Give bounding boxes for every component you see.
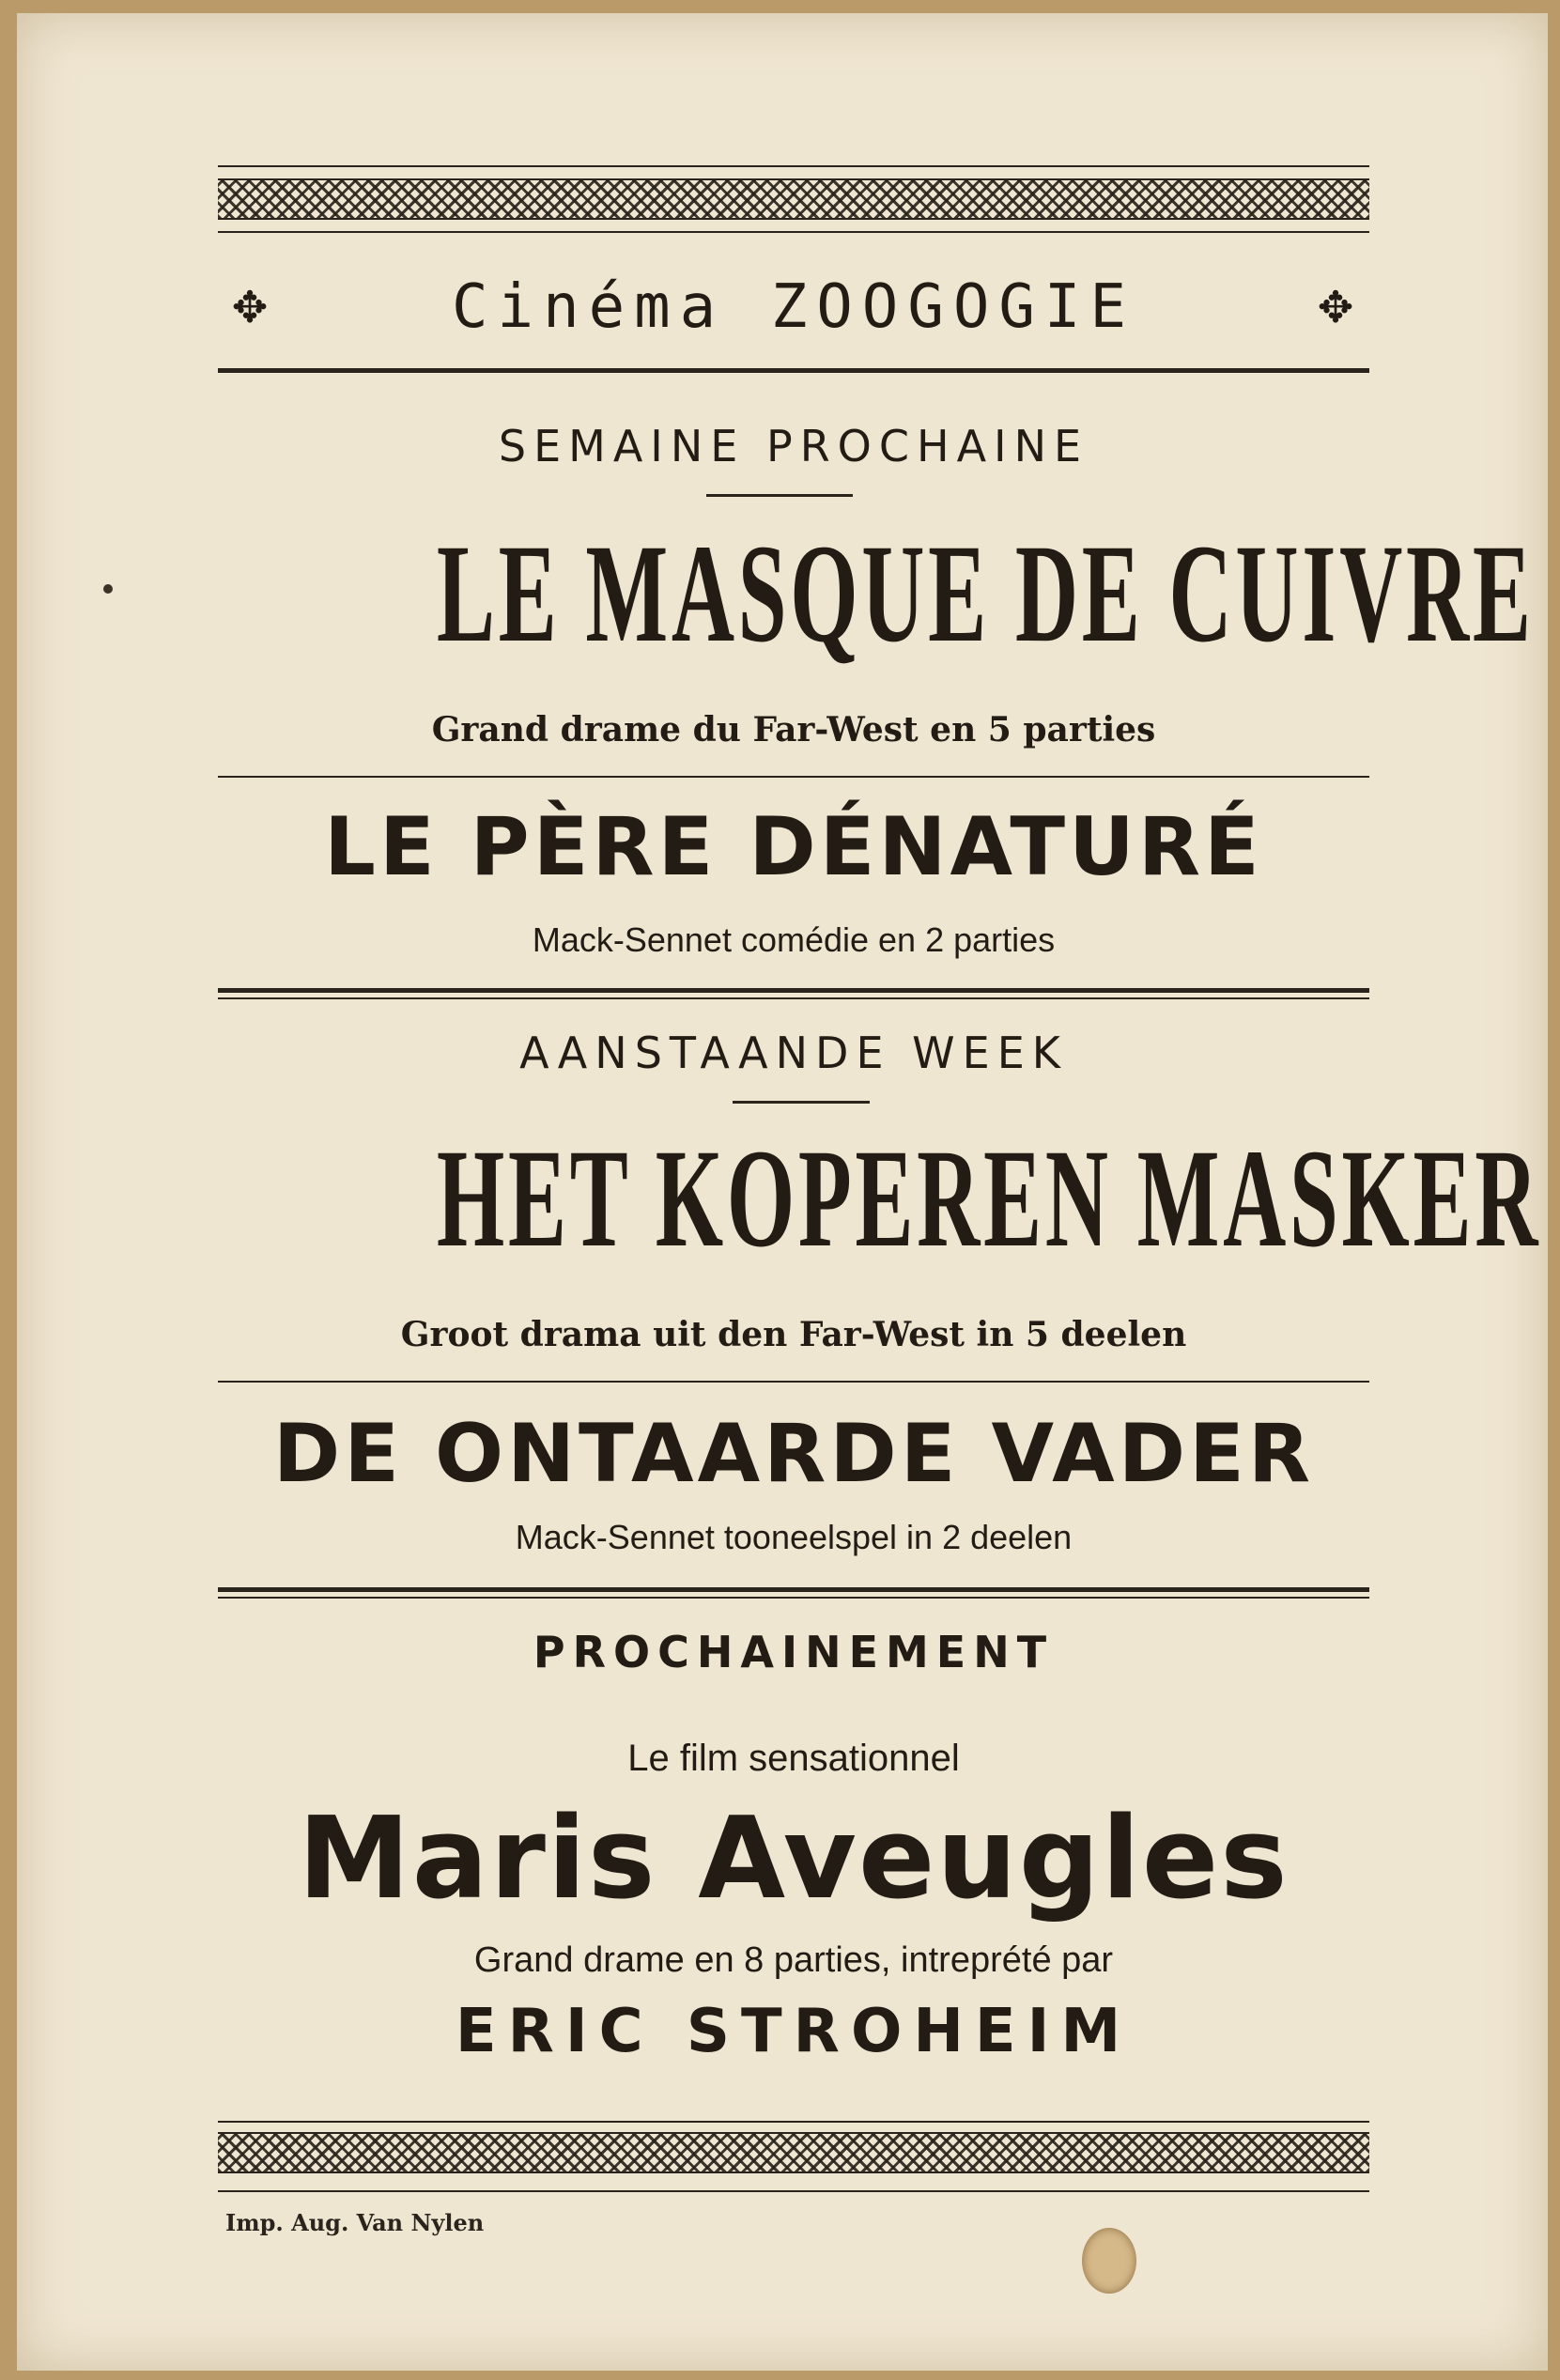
bottom-rule-lower bbox=[218, 2190, 1369, 2192]
feature-title-nl: HET KOPEREN MASKER bbox=[436, 1120, 1542, 1276]
heading-underline-nl bbox=[733, 1101, 870, 1104]
ink-dot bbox=[103, 584, 113, 594]
divider-fr bbox=[218, 776, 1369, 778]
heading-underline bbox=[706, 494, 853, 497]
section-heading-nl: AANSTAANDE WEEK bbox=[519, 1028, 1068, 1078]
upcoming-heading: PROCHAINEMENT bbox=[533, 1627, 1055, 1677]
section-rule-2 bbox=[218, 1587, 1369, 1592]
right-ornament-icon: ✥ bbox=[1317, 282, 1354, 332]
short-subtitle-fr: Mack-Sennet comédie en 2 parties bbox=[532, 920, 1056, 959]
top-rule-lower bbox=[218, 231, 1369, 233]
short-subtitle-nl: Mack-Sennet tooneelspel in 2 deelen bbox=[515, 1518, 1073, 1556]
upcoming-star: ERIC STROHEIM bbox=[455, 1997, 1133, 2066]
section-heading-fr: SEMAINE PROCHAINE bbox=[498, 421, 1089, 471]
section-rule-2b bbox=[218, 1597, 1369, 1599]
section-rule-1b bbox=[218, 997, 1369, 999]
upcoming-title: Maris Aveugles bbox=[298, 1794, 1290, 1924]
punch-hole bbox=[1082, 2228, 1136, 2294]
top-rule bbox=[218, 165, 1369, 167]
bottom-rule bbox=[218, 2121, 1369, 2123]
feature-subtitle-fr: Grand drame du Far-West en 5 parties bbox=[431, 710, 1156, 750]
header-rule bbox=[218, 368, 1369, 373]
bottom-ornamental-border bbox=[218, 2132, 1369, 2173]
cinema-name: Cinéma ZOOGOGIE bbox=[452, 272, 1135, 342]
left-ornament-icon: ✥ bbox=[231, 282, 269, 332]
feature-title-fr: LE MASQUE DE CUIVRE bbox=[436, 516, 1535, 672]
section-rule-1 bbox=[218, 988, 1369, 993]
upcoming-subtitle: Grand drame en 8 parties, intreprété par bbox=[473, 1940, 1114, 1980]
printer-imprint: Imp. Aug. Van Nylen bbox=[225, 2209, 485, 2236]
divider-nl bbox=[218, 1381, 1369, 1383]
short-title-fr: LE PÈRE DÉNATURÉ bbox=[324, 800, 1263, 894]
top-ornamental-border bbox=[218, 178, 1369, 220]
upcoming-intro: Le film sensationnel bbox=[627, 1738, 960, 1779]
short-title-nl: DE ONTAARDE VADER bbox=[272, 1407, 1315, 1501]
feature-subtitle-nl: Groot drama uit den Far-West in 5 deelen bbox=[400, 1315, 1187, 1354]
